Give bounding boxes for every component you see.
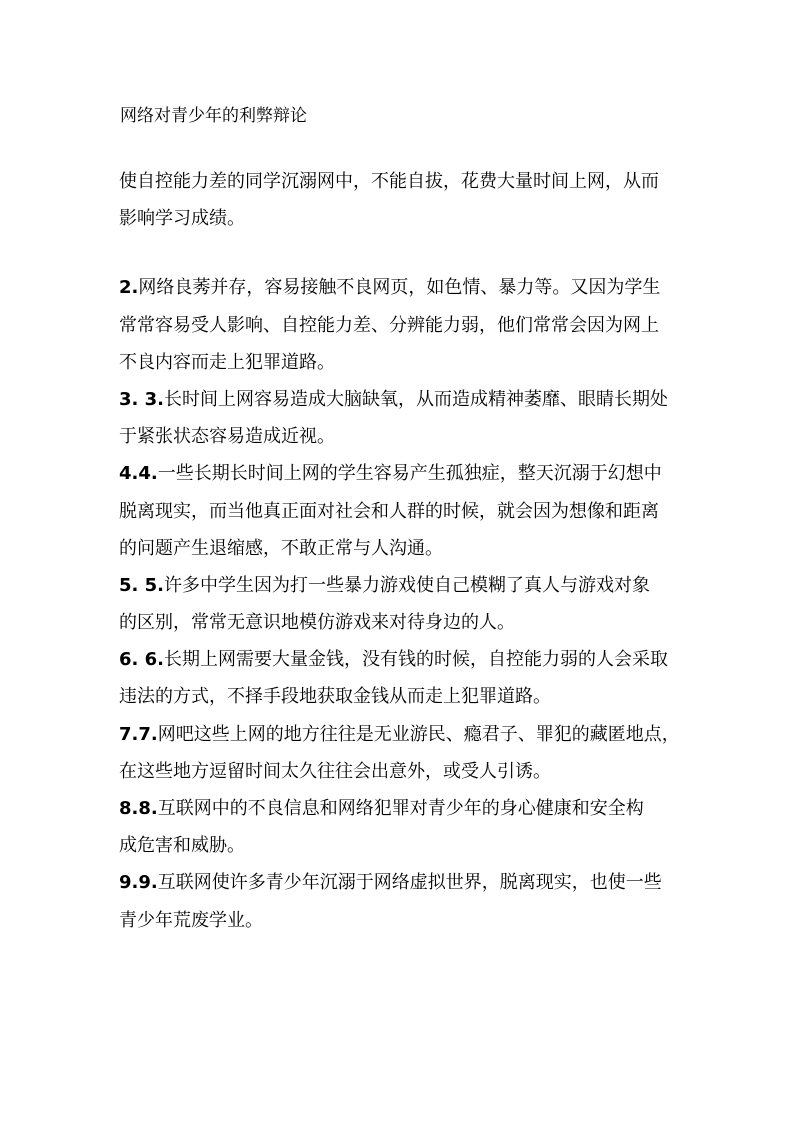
paragraph-line bbox=[119, 381, 681, 418]
list-item-4 bbox=[119, 455, 681, 567]
paragraph-line: 使自控能力差的同学沉溺网中，不能自拔，花费大量时间上网，从而 bbox=[119, 171, 659, 192]
list-item-2 bbox=[119, 269, 681, 381]
page-title: 网络对青少年的利弊辩论 bbox=[120, 106, 307, 126]
list-item-8 bbox=[119, 790, 681, 864]
paragraph-line: 的区别，常常无意识地模仿游戏来对待身边的人。 bbox=[119, 612, 515, 634]
line-text: 许多中学生因为打一些暴力游戏使自己模糊了真人与游戏对象 bbox=[164, 574, 650, 596]
paragraph-line bbox=[119, 790, 681, 827]
paragraph-line: 不良内容而走上犯罪道路。 bbox=[119, 351, 335, 373]
document-body bbox=[119, 163, 681, 1013]
paragraph-line bbox=[119, 939, 681, 976]
item-number: 6. 6. bbox=[119, 649, 164, 671]
line-text: 长时间上网容易造成大脑缺氧，从而造成精神萎靡、眼睛长期处 bbox=[164, 388, 668, 410]
line-text: 一些长期长时间上网的学生容易产生孤独症，整天沉溺于幻想中 bbox=[157, 463, 662, 485]
paragraph-line: 脱离现实，而当他真正面对社会和人群的时候，就会因为想像和距离 bbox=[119, 500, 659, 522]
paragraph-line bbox=[119, 976, 681, 1013]
paragraph-line bbox=[119, 567, 681, 604]
list-item-6 bbox=[119, 641, 681, 715]
list-item-7 bbox=[119, 716, 681, 790]
intro-paragraph bbox=[119, 163, 681, 237]
item-number: 5. 5. bbox=[119, 574, 164, 596]
line-text: 长期上网需要大量金钱，没有钱的时候，自控能力弱的人会采取 bbox=[164, 649, 668, 671]
paragraph-line bbox=[119, 641, 681, 678]
paragraph-gap bbox=[119, 237, 681, 269]
paragraph-line: 于紧张状态容易造成近视。 bbox=[119, 426, 335, 448]
paragraph-line: 青少年荒废学业。 bbox=[119, 909, 263, 931]
list-item-10 bbox=[119, 939, 681, 1013]
paragraph-line: 常常容易受人影响、自控能力差、分辨能力弱，他们常常会因为网上 bbox=[119, 314, 659, 336]
line-text: 互联网使许多青少年沉溺于网络虚拟世界，脱离现实，也使一些 bbox=[157, 872, 662, 894]
list-item-5 bbox=[119, 567, 681, 641]
paragraph-line bbox=[119, 455, 681, 492]
paragraph-line: 成危害和威胁。 bbox=[119, 835, 245, 857]
item-number: 7.7. bbox=[119, 723, 158, 745]
line-text: 互联网中的不良信息和网络犯罪对青少年的身心健康和安全构 bbox=[157, 798, 644, 819]
paragraph-line: 的问题产生退缩感，不敢正常与人沟通。 bbox=[119, 537, 443, 559]
paragraph-line: 影响学习成绩。 bbox=[119, 208, 245, 230]
line-text: 网络良莠并存，容易接触不良网页，如色情、暴力等。又因为学生 bbox=[138, 277, 661, 299]
paragraph-line: 违法的方式，不择手段地获取金钱从而走上犯罪道路。 bbox=[119, 686, 551, 708]
paragraph-line: 在这些地方逗留时间太久往往会出意外，或受人引诱。 bbox=[119, 760, 551, 782]
list-item-3 bbox=[119, 381, 681, 455]
list-item-9 bbox=[119, 864, 681, 938]
paragraph-line bbox=[119, 269, 681, 306]
item-number: 4.4. bbox=[119, 463, 158, 485]
item-number: 3. 3. bbox=[119, 388, 164, 410]
paragraph-line bbox=[119, 716, 681, 753]
line-text: 网吧这些上网的地方往往是无业游民、瘾君子、罪犯的藏匿地点， bbox=[157, 723, 680, 745]
paragraph-line bbox=[119, 864, 681, 901]
item-number: 9.9. bbox=[119, 872, 158, 894]
item-number: 2. bbox=[119, 277, 139, 299]
item-number: 8.8. bbox=[119, 798, 158, 819]
